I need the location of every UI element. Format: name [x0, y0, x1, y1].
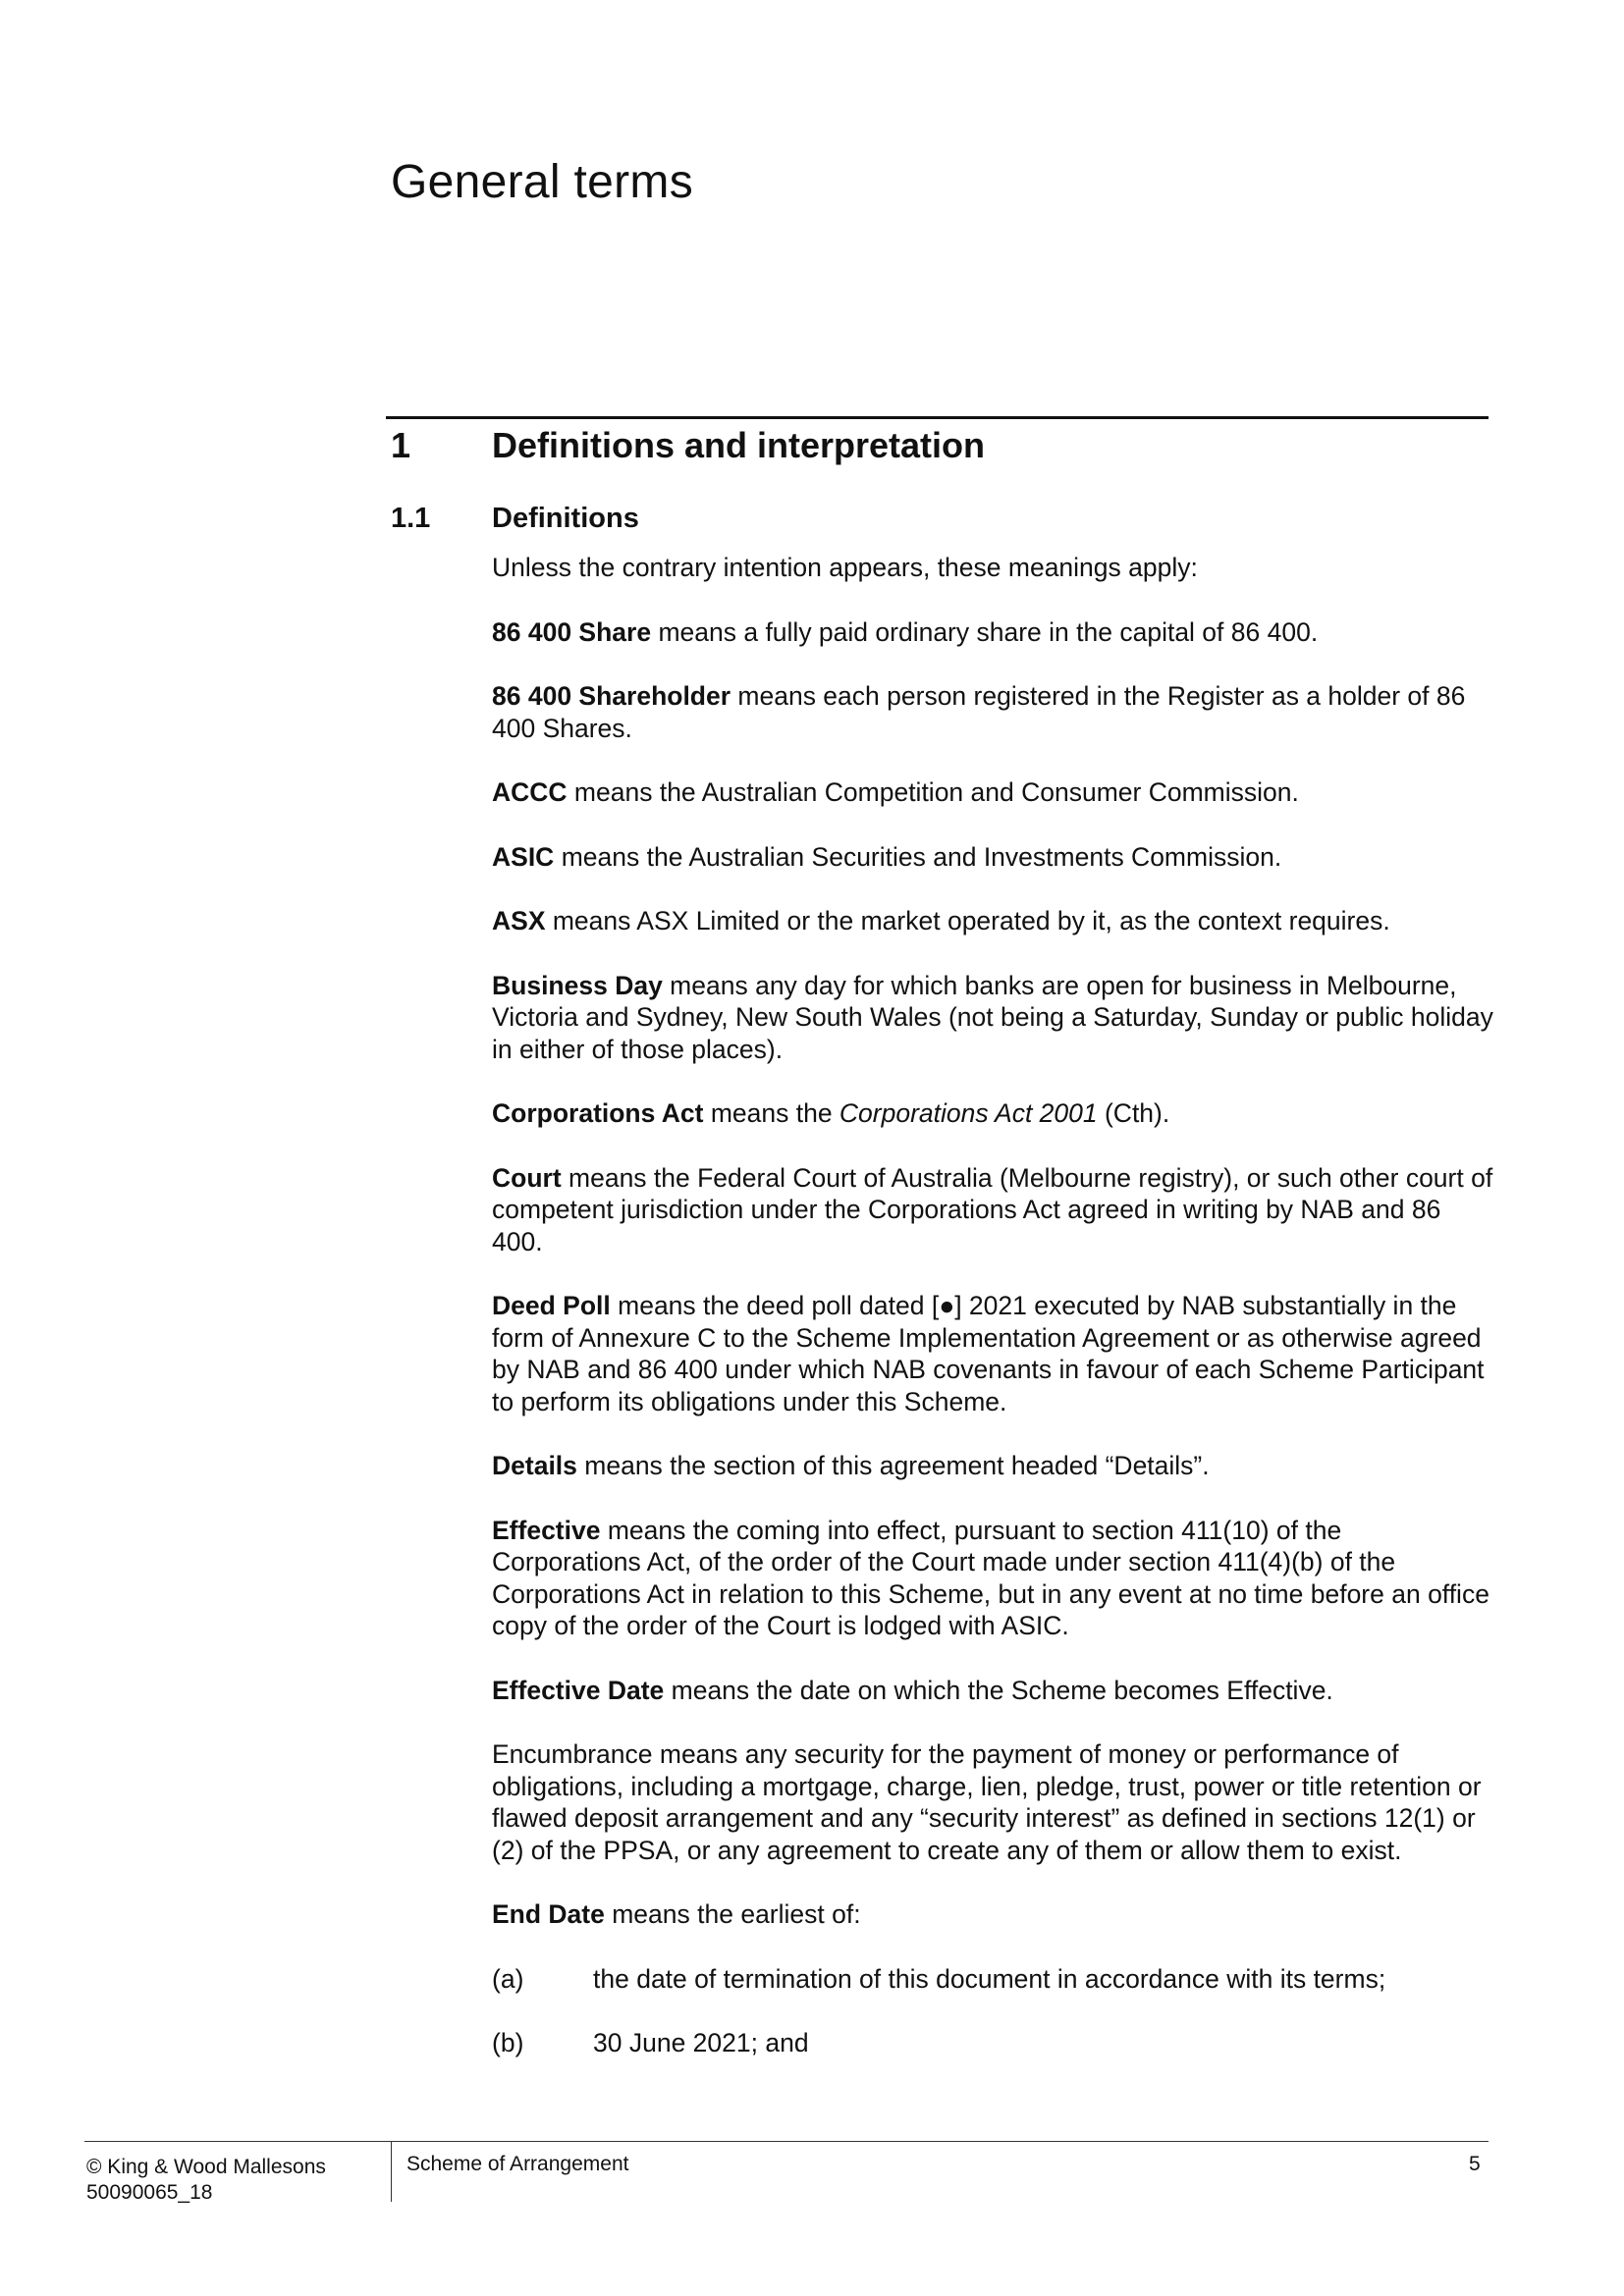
definition-term: Court [492, 1162, 562, 1193]
definition-term: ASX [492, 906, 546, 935]
definition-text: means the Australian Securities and Investments Commission. [554, 841, 1282, 872]
list-label: (a) [492, 1963, 524, 1994]
subsection-number: 1.1 [391, 503, 431, 534]
footer-left [86, 2155, 326, 2206]
definition-term: End Date [492, 1899, 605, 1929]
definition [492, 1515, 1493, 1642]
list-text: 30 June 2021; and [593, 2028, 809, 2057]
definition-text: means the section of this agreement headed “Details”. [576, 1451, 1210, 1480]
definition-text: means the Australian Competition and Consumer Commission. [567, 777, 1299, 807]
definition-term: Effective [492, 1515, 601, 1545]
definition-term: Business Day [492, 970, 663, 1000]
definition [492, 1290, 1493, 1417]
definition-term: 86 400 Shareholder [492, 681, 731, 711]
page-title: General terms [391, 156, 694, 208]
definition-term: Corporations Act [492, 1098, 704, 1128]
definition [492, 841, 1493, 874]
section-title: Definitions and interpretation [492, 425, 986, 465]
footer-doc-id: 50090065_18 [86, 2181, 213, 2204]
definition-text: means the [703, 1098, 839, 1128]
definition-term: Deed Poll [492, 1291, 611, 1320]
definition-text: Encumbrance means any security for the payment of money or performance of obligations, including a mortgage, charge, lien, pledge, trust, power or title retention or flawed deposit arrangement and any “security interest” as defined in sections 12(1) or (2) of the PPSA, or any agreement to create any of them or allow them to exist. [492, 1739, 1482, 1865]
definition [492, 1675, 1493, 1707]
definition-text: means the deed poll dated [●] 2021 executed by NAB substantially in the form of Annexure C to the Scheme Implementation Agreement or as otherwise agreed by NAB and 86 400 under which NAB covenants in favour of each Scheme Participant to perform its obligations under this Scheme. [492, 1291, 1485, 1416]
definition-term: ASIC [492, 841, 555, 872]
definitions-body [492, 552, 1493, 2092]
list-item [492, 1963, 1493, 1996]
section-number: 1 [391, 425, 411, 465]
list-text: the date of termination of this document in accordance with its terms; [593, 1963, 1386, 1994]
definition [492, 1162, 1493, 1258]
footer-doc-title: Scheme of Arrangement [406, 2153, 629, 2175]
intro-paragraph: Unless the contrary intention appears, these meanings apply: [492, 553, 1198, 582]
section-rule [386, 416, 1489, 419]
definition-italic: Corporations Act 2001 [839, 1098, 1098, 1128]
footer-rule [84, 2141, 1489, 2142]
footer-copyright: © King & Wood Mallesons [86, 2156, 326, 2178]
definition-text: means a fully paid ordinary share in the capital of 86 400. [651, 616, 1319, 647]
definition-text: means the coming into effect, pursuant to section 411(10) of the Corporations Act, of the order of the Court made under section 411(4)(b) of the Corporations Act in relation to this Scheme, but in any event at no time before an office copy of the order of the Court is lodged with ASIC. [492, 1515, 1489, 1640]
definition-text: means the earliest of: [604, 1899, 861, 1929]
definition-term: 86 400 Share [492, 616, 652, 647]
definition [492, 776, 1493, 809]
footer-divider [391, 2142, 392, 2202]
definition-text-after: (Cth). [1097, 1098, 1170, 1128]
definition [492, 970, 1493, 1066]
definition [492, 1898, 1493, 1931]
definition [492, 905, 1493, 937]
definition [492, 1450, 1493, 1482]
definition-term: Details [492, 1451, 577, 1480]
list-item [492, 2027, 1493, 2059]
definition-term: Effective Date [492, 1675, 665, 1705]
definition-text: means the date on which the Scheme becomes Effective. [664, 1675, 1333, 1705]
subsection-title: Definitions [492, 503, 639, 534]
list-label: (b) [492, 2028, 524, 2057]
definition-term: ACCC [492, 777, 568, 807]
definition [492, 680, 1493, 744]
footer-page-number: 5 [1469, 2153, 1481, 2175]
definition-text: means each person registered in the Register as a holder of 86 400 Shares. [492, 681, 1466, 743]
definition [492, 616, 1493, 649]
definition-text: means ASX Limited or the market operated by it, as the context requires. [545, 906, 1390, 935]
definition-text: means any day for which banks are open for business in Melbourne, Victoria and Sydney, New South Wales (not being a Saturday, Sunday or public holiday in either of those places). [492, 970, 1493, 1064]
definition-text: means the Federal Court of Australia (Melbourne registry), or such other court of competent jurisdiction under the Corporations Act agreed in writing by NAB and 86 400. [492, 1162, 1493, 1256]
definition [492, 1097, 1493, 1130]
definition [492, 1738, 1493, 1866]
